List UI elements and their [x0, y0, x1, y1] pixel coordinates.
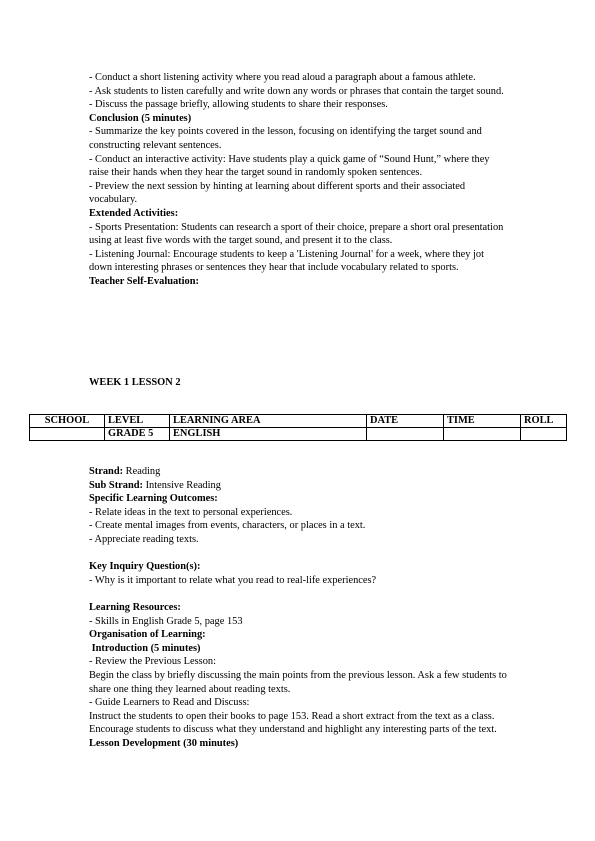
cell-roll	[521, 428, 567, 441]
cell-date	[367, 428, 444, 441]
conclusion-line: - Conduct an interactive activity: Have students play a quick game of “Sound Hunt,” where they raise their hands when they hear the target sound in randomly spoken sentences.	[89, 153, 490, 179]
sub-strand-label: Sub Strand:	[89, 479, 143, 491]
conclusion-heading: Conclusion (5 minutes)	[89, 112, 192, 124]
resource-item: - Skills in English Grade 5, page 153	[89, 615, 243, 627]
extended-activities-heading: Extended Activities:	[89, 207, 179, 219]
conclusion-line: - Preview the next session by hinting at learning about different sports and their associated vocabulary.	[89, 180, 466, 206]
extended-activity-line: - Listening Journal: Encourage students to keep a 'Listening Journal' for a week, where they jot down interesting phrases or sentences they hear that include vocabulary related to sports.	[89, 248, 485, 274]
lesson-2-plan	[89, 465, 509, 750]
intro-line: - Review the Previous Lesson:	[89, 656, 216, 668]
strand-label: Strand:	[89, 466, 124, 477]
organisation-heading: Organisation of Learning:	[89, 629, 206, 641]
cell-level: GRADE 5	[105, 428, 170, 441]
sub-strand-value: Intensive Reading	[143, 479, 221, 491]
intro-line: Instruct the students to open their books to page 153. Read a short extract from the text as a class. Encourage students to discuss what they understand and highlight any interesting parts of the text.	[89, 710, 497, 736]
cell-time	[444, 428, 521, 441]
conclusion-line: - Summarize the key points covered in the lesson, focusing on identifying the target sound and constructing relevant sentences.	[89, 126, 482, 151]
inquiry-question: - Why is it important to relate what you read to real-life experiences?	[89, 574, 377, 586]
outcomes-heading: Specific Learning Outcomes:	[89, 493, 218, 505]
header-school: SCHOOL	[30, 415, 105, 428]
outcome-item: - Create mental images from events, characters, or places in a text.	[89, 520, 366, 532]
sub-strand-line	[89, 479, 509, 493]
intro-line: - Guide Learners to Read and Discuss:	[89, 697, 250, 709]
table-row	[30, 428, 567, 441]
header-level: LEVEL	[105, 415, 170, 428]
strand-line	[89, 465, 509, 479]
week-lesson-title: WEEK 1 LESSON 2	[89, 377, 181, 388]
cell-school	[30, 428, 105, 441]
extended-activity-line: - Sports Presentation: Students can research a sport of their choice, prepare a short oral presentation using at least five words with the target sound, and present it to the class.	[89, 221, 504, 247]
header-learning-area: LEARNING AREA	[170, 415, 367, 428]
intro-line: Begin the class by briefly discussing the main points from the previous lesson. Ask a few students to share one thing they learned about reading texts.	[89, 669, 507, 695]
table-header-row	[30, 415, 567, 428]
inquiry-heading: Key Inquiry Question(s):	[89, 561, 201, 573]
header-date: DATE	[367, 415, 444, 428]
teacher-self-evaluation-heading: Teacher Self-Evaluation:	[89, 275, 199, 287]
lesson-development-heading: Lesson Development (30 minutes)	[89, 737, 239, 749]
activity-line: - Ask students to listen carefully and write down any words or phrases that contain the target sound.	[89, 85, 504, 97]
header-time: TIME	[444, 415, 521, 428]
activity-line: - Conduct a short listening activity where you read aloud a paragraph about a famous athlete.	[89, 72, 476, 83]
activity-line: - Discuss the passage briefly, allowing students to share their responses.	[89, 99, 388, 111]
lesson-info-table	[29, 414, 567, 441]
outcome-item: - Relate ideas in the text to personal experiences.	[89, 506, 293, 518]
introduction-heading: Introduction (5 minutes)	[89, 642, 201, 654]
strand-value: Reading	[123, 466, 161, 477]
outcome-item: - Appreciate reading texts.	[89, 533, 199, 545]
cell-learning-area: ENGLISH	[170, 428, 367, 441]
header-roll: ROLL	[521, 415, 567, 428]
lesson-1-continuation	[89, 71, 509, 289]
resources-heading: Learning Resources:	[89, 601, 181, 613]
